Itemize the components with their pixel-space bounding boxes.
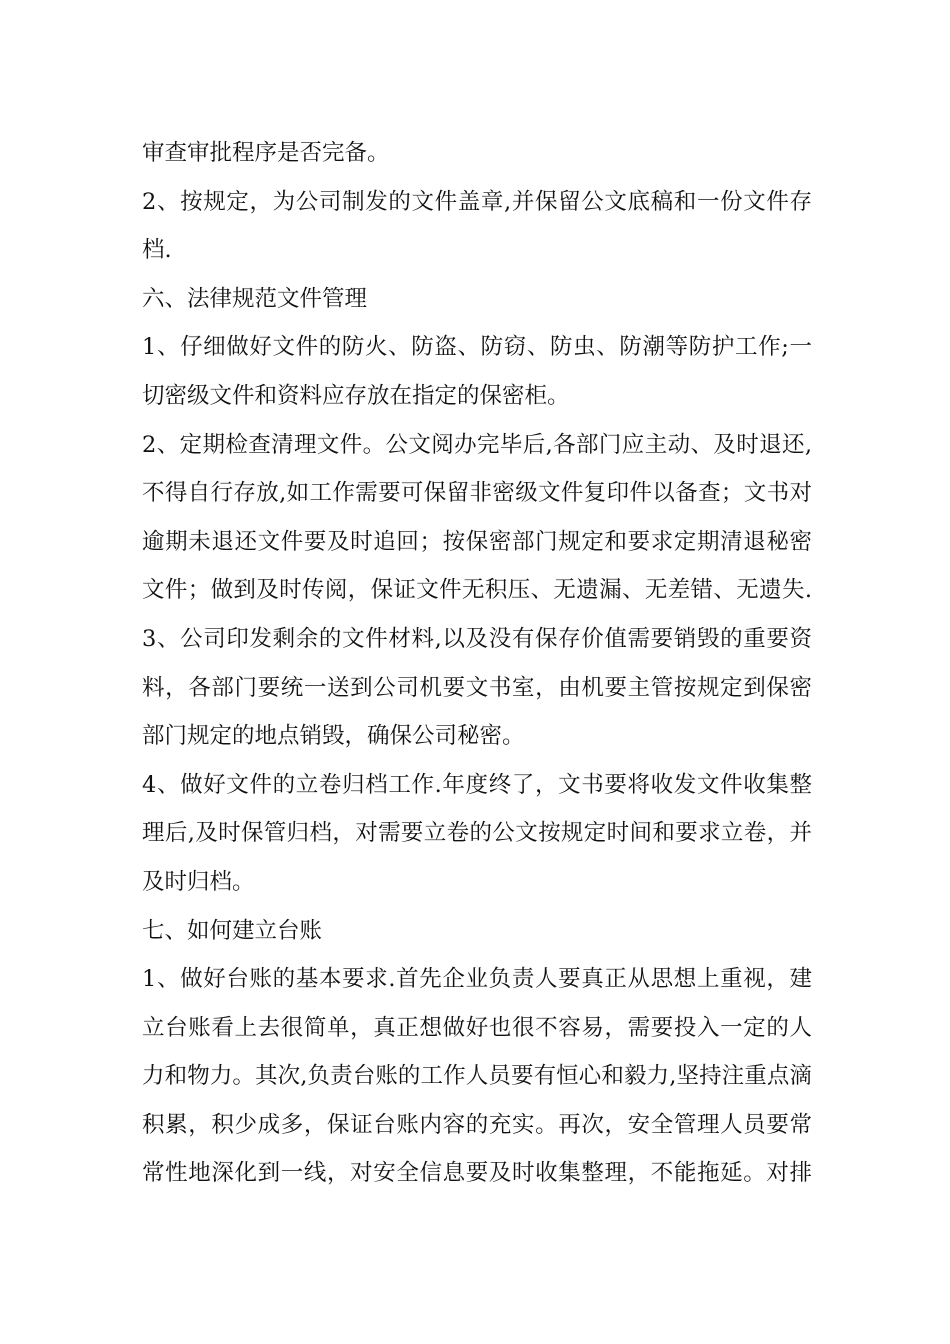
text-line: 档. [142,237,172,264]
text-line: 1、仔细做好文件的防火、防盗、防窃、防虫、防潮等防护工作;一 [142,334,812,361]
text-line: 2、按规定，为公司制发的文件盖章,并保留公文底稿和一份文件存 [142,188,812,215]
text-line: 逾期未退还文件要及时追回；按保密部门规定和要求定期清退秘密 [142,528,812,555]
section-heading: 七、如何建立台账 [142,917,323,944]
text-line: 部门规定的地点销毁，确保公司秘密。 [142,723,525,750]
section-heading: 六、法律规范文件管理 [142,285,368,312]
document-body [142,129,812,1198]
text-line: 立台账看上去很简单，真正想做好也很不容易，需要投入一定的人 [142,1014,812,1041]
text-line: 审查审批程序是否完备。 [142,140,390,166]
text-line: 2、定期检查清理文件。公文阅办完毕后,各部门应主动、及时退还, [142,431,812,458]
text-line: 3、公司印发剩余的文件材料,以及没有保存价值需要销毁的重要资 [142,625,812,652]
text-line: 切密级文件和资料应存放在指定的保密柜。 [142,382,570,409]
text-line: 1、做好台账的基本要求.首先企业负责人要真正从思想上重视，建 [142,966,812,993]
text-line: 4、做好文件的立卷归档工作.年度终了，文书要将收发文件收集整 [142,771,812,798]
text-line: 力和物力。其次,负责台账的工作人员要有恒心和毅力,坚持注重点滴 [142,1063,812,1090]
text-line: 不得自行存放,如工作需要可保留非密级文件复印件以备查；文书对 [142,480,812,507]
text-line: 料，各部门要统一送到公司机要文书室，由机要主管按规定到保密 [142,674,812,701]
text-line: 理后,及时保管归档，对需要立卷的公文按规定时间和要求立卷，并 [142,820,812,847]
text-line: 及时归档。 [142,868,255,895]
text-line: 积累，积少成多，保证台账内容的充实。再次，安全管理人员要常 [142,1111,812,1138]
text-line: 常性地深化到一线，对安全信息要及时收集整理，不能拖延。对排 [142,1160,812,1187]
text-line: 文件；做到及时传阅，保证文件无积压、无遗漏、无差错、无遗失. [142,577,812,604]
